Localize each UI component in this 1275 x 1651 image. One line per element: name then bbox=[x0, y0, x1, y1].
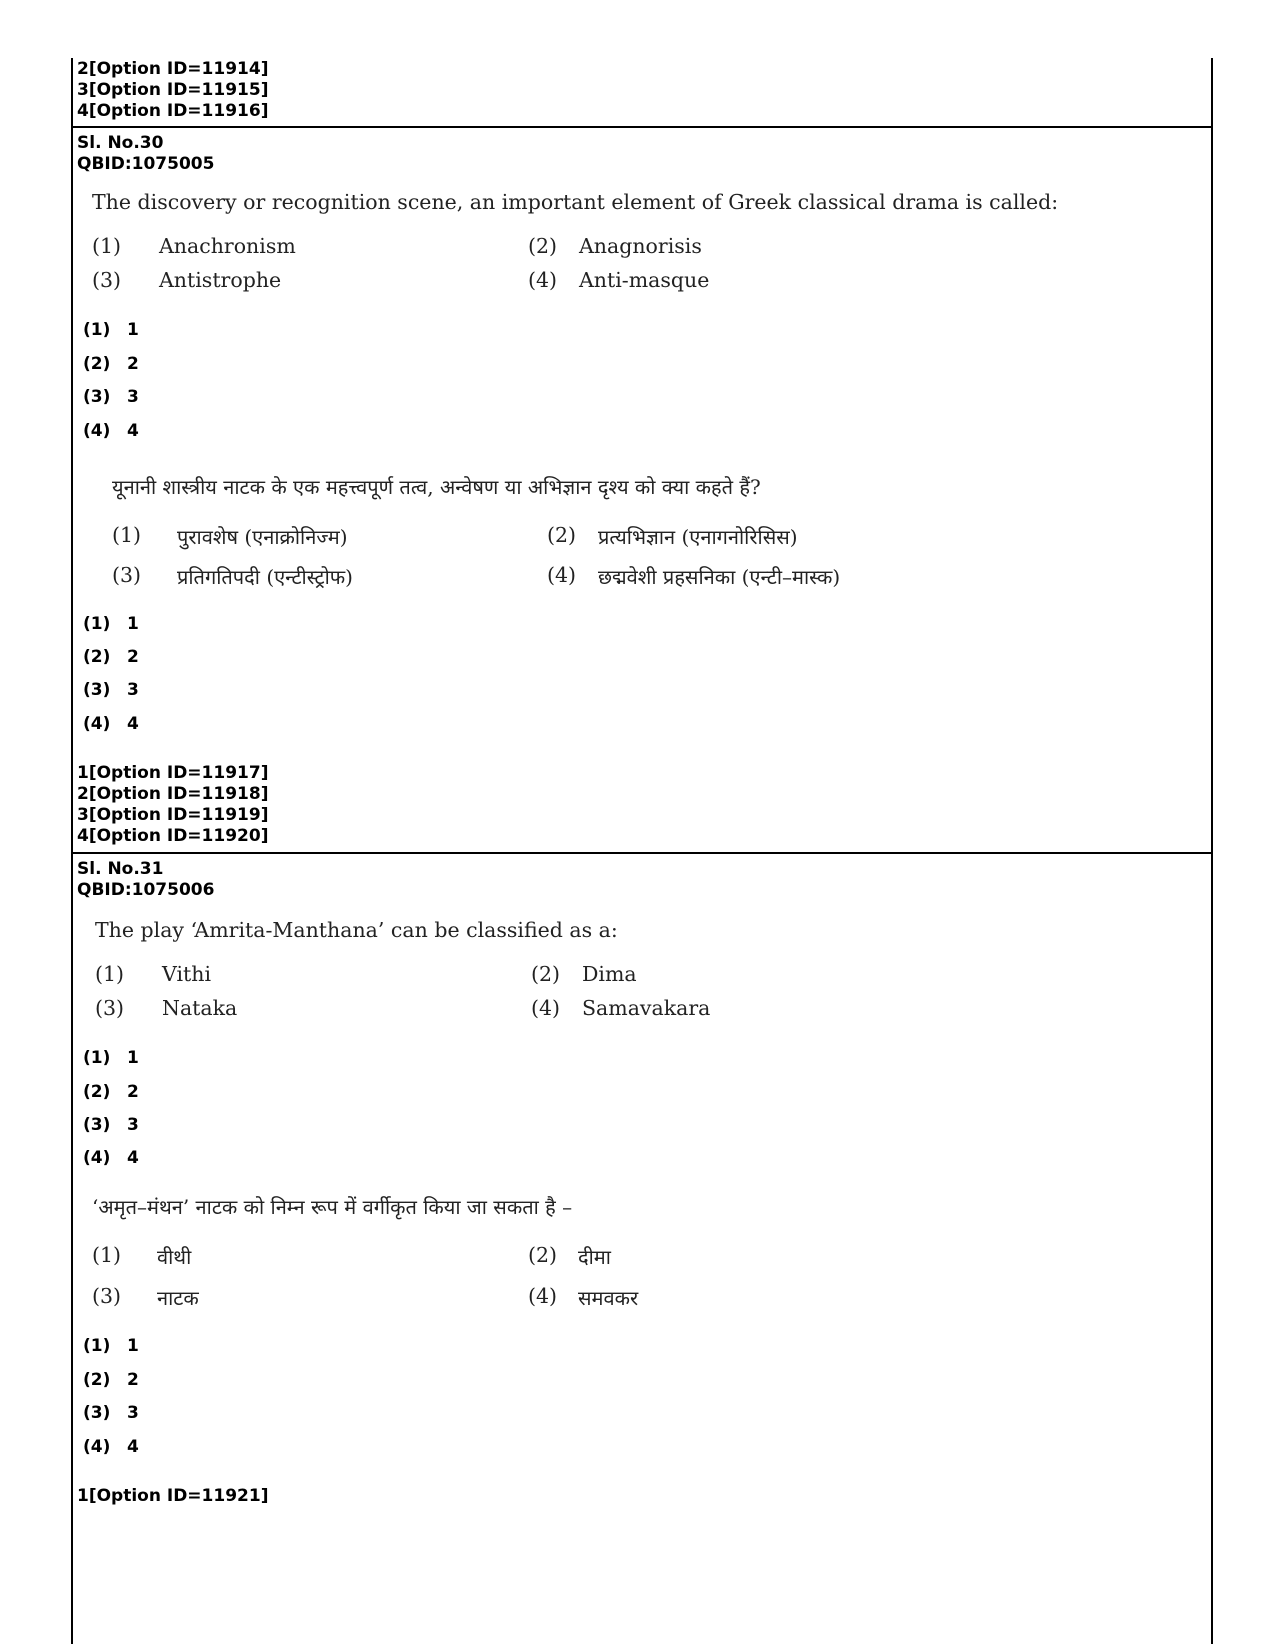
option-id-line: 2[Option ID=11914] bbox=[77, 59, 269, 79]
response-option: (1) 1 bbox=[83, 1336, 139, 1356]
choice-text: Antistrophe bbox=[159, 268, 282, 292]
choice-number: (4) bbox=[528, 268, 558, 292]
choice-text: प्रत्यभिज्ञान (एनागनोरिसिस) bbox=[598, 525, 798, 549]
section-divider bbox=[71, 126, 1213, 128]
option-ids bbox=[77, 763, 268, 847]
choice-number: (3) bbox=[92, 268, 122, 292]
option-id-line: 4[Option ID=11916] bbox=[77, 101, 269, 121]
response-option: (4) 4 bbox=[83, 1437, 139, 1457]
response-option: (3) 3 bbox=[83, 680, 139, 700]
qbid: QBID:1075005 bbox=[77, 154, 215, 174]
choice-number: (1) bbox=[92, 1243, 122, 1267]
choice-text: प्रतिगतिपदी (एन्टीस्ट्रोफ) bbox=[177, 565, 353, 589]
choice-number: (1) bbox=[112, 523, 142, 547]
choice-text: Dima bbox=[582, 962, 637, 986]
choice-text: वीथी bbox=[157, 1245, 192, 1269]
option-id-line: 3[Option ID=11919] bbox=[77, 805, 269, 825]
choice-text: Anagnorisis bbox=[579, 234, 702, 258]
serial-number: Sl. No.30 bbox=[77, 133, 164, 153]
question-text-hindi: यूनानी शास्त्रीय नाटक के एक महत्त्वपूर्ण तत्व, अन्वेषण या अभिज्ञान दृश्य को क्या कहते हैं? bbox=[112, 475, 761, 499]
response-option: (2) 2 bbox=[83, 1370, 139, 1390]
choice-number: (4) bbox=[531, 996, 561, 1020]
option-id-line: 3[Option ID=11915] bbox=[77, 80, 269, 100]
question-text-english: The play ‘Amrita-Manthana’ can be classified as a: bbox=[95, 918, 618, 942]
response-option: (4) 4 bbox=[83, 714, 139, 734]
choice-text: नाटक bbox=[157, 1286, 199, 1310]
choice-number: (1) bbox=[92, 234, 122, 258]
choice-text: Anachronism bbox=[159, 234, 296, 258]
choice-number: (4) bbox=[528, 1284, 558, 1308]
option-id-line: 1[Option ID=11917] bbox=[77, 763, 269, 783]
option-id-line: 4[Option ID=11920] bbox=[77, 826, 269, 846]
choice-text: पुरावशेष (एनाक्रोनिज्म) bbox=[177, 525, 348, 549]
choice-text: दीमा bbox=[578, 1245, 611, 1269]
choice-text: Nataka bbox=[162, 996, 238, 1020]
choice-text: छद्मवेशी प्रहसनिका (एन्टी–मास्क) bbox=[598, 565, 841, 589]
question-header bbox=[77, 859, 214, 901]
response-option: (3) 3 bbox=[83, 387, 139, 407]
response-option: (1) 1 bbox=[83, 320, 139, 340]
response-option: (4) 4 bbox=[83, 1148, 139, 1168]
choice-text: Vithi bbox=[162, 962, 211, 986]
choice-text: Samavakara bbox=[582, 996, 711, 1020]
qbid: QBID:1075006 bbox=[77, 880, 215, 900]
response-option: (1) 1 bbox=[83, 1048, 139, 1068]
choice-number: (2) bbox=[528, 234, 558, 258]
choice-number: (2) bbox=[531, 962, 561, 986]
choice-number: (2) bbox=[547, 523, 577, 547]
response-option: (3) 3 bbox=[83, 1403, 139, 1423]
response-option: (4) 4 bbox=[83, 421, 139, 441]
question-text-english: The discovery or recognition scene, an important element of Greek classical drama is called: bbox=[92, 190, 1059, 214]
response-option: (2) 2 bbox=[83, 354, 139, 374]
choice-number: (1) bbox=[95, 962, 125, 986]
page-frame bbox=[71, 58, 1213, 1644]
option-id-line: 2[Option ID=11918] bbox=[77, 784, 269, 804]
response-option: (3) 3 bbox=[83, 1115, 139, 1135]
choice-number: (4) bbox=[547, 563, 577, 587]
choice-number: (3) bbox=[92, 1284, 122, 1308]
serial-number: Sl. No.31 bbox=[77, 859, 164, 879]
option-ids bbox=[77, 1486, 268, 1507]
choice-number: (3) bbox=[112, 563, 142, 587]
question-text-hindi: ‘अमृत–मंथन’ नाटक को निम्न रूप में वर्गीकृत किया जा सकता है – bbox=[92, 1195, 573, 1219]
response-option: (2) 2 bbox=[83, 647, 139, 667]
choice-number: (3) bbox=[95, 996, 125, 1020]
choice-number: (2) bbox=[528, 1243, 558, 1267]
top-option-ids bbox=[77, 59, 268, 122]
response-option: (2) 2 bbox=[83, 1082, 139, 1102]
question-header bbox=[77, 133, 214, 175]
choice-text: Anti-masque bbox=[579, 268, 710, 292]
choice-text: समवकर bbox=[578, 1286, 639, 1310]
response-option: (1) 1 bbox=[83, 614, 139, 634]
section-divider bbox=[71, 852, 1213, 854]
option-id-line: 1[Option ID=11921] bbox=[77, 1486, 269, 1506]
